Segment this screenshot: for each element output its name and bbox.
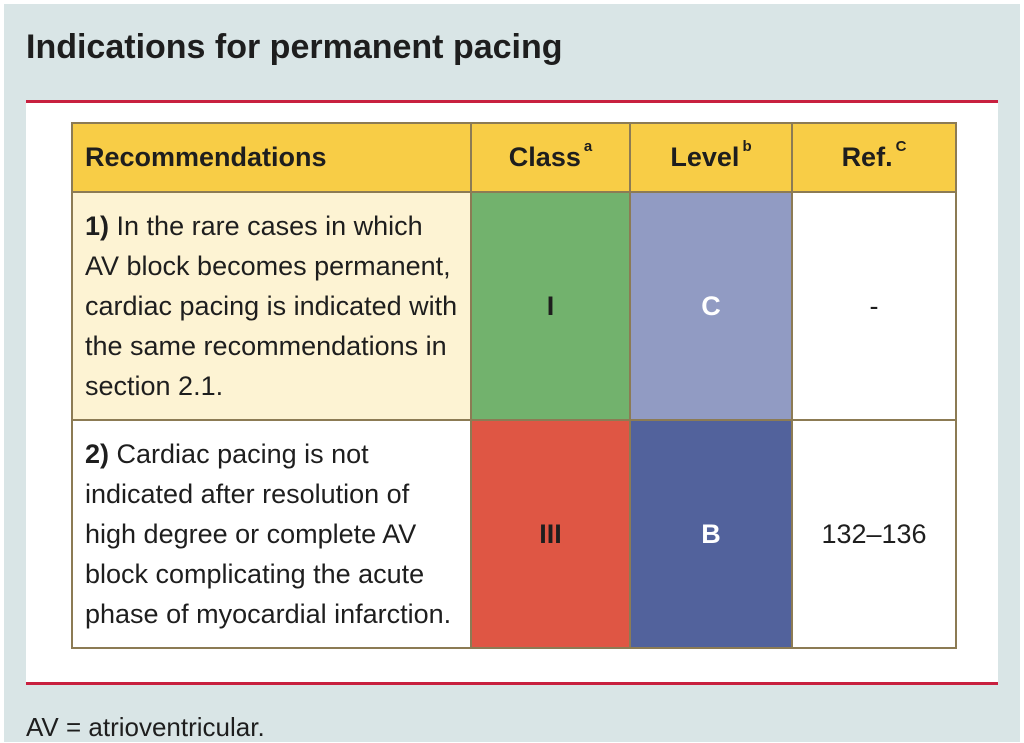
bottom-divider xyxy=(26,682,998,685)
header-ref-label: Ref. xyxy=(841,142,893,172)
ref-cell: 132–136 xyxy=(792,420,956,648)
recommendation-line: AV block becomes permanent, xyxy=(85,251,451,281)
recommendation-number: 2) xyxy=(85,439,110,469)
recommendation-cell xyxy=(72,420,471,648)
header-class-footnote-mark: a xyxy=(583,138,593,155)
level-cell: C xyxy=(630,192,792,420)
class-cell: III xyxy=(471,420,630,648)
table-header-row xyxy=(72,123,956,192)
recommendation-line: indicated after resolution of xyxy=(85,479,410,509)
header-level-label: Level xyxy=(670,142,740,172)
page-title: Indications for permanent pacing xyxy=(26,28,563,66)
recommendation-line: cardiac pacing is indicated with xyxy=(85,291,458,321)
recommendation-line: high degree or complete AV xyxy=(85,519,417,549)
header-level-footnote-mark: b xyxy=(742,138,752,155)
recommendation-cell xyxy=(72,192,471,420)
header-recommendations-label: Recommendations xyxy=(85,142,327,172)
table-row xyxy=(72,420,956,648)
recommendations-table xyxy=(71,122,957,649)
footnote: AV = atrioventricular. xyxy=(26,712,265,742)
recommendation-line: phase of myocardial infarction. xyxy=(85,599,452,629)
header-ref-footnote-mark: C xyxy=(895,138,907,155)
recommendation-line: Cardiac pacing is not xyxy=(116,439,369,469)
ref-cell: - xyxy=(792,192,956,420)
header-class xyxy=(471,123,630,192)
class-cell: I xyxy=(471,192,630,420)
recommendation-line: the same recommendations in xyxy=(85,331,447,361)
header-class-label: Class xyxy=(508,142,581,172)
level-cell: B xyxy=(630,420,792,648)
header-recommendations xyxy=(72,123,471,192)
header-ref xyxy=(792,123,956,192)
recommendation-line: block complicating the acute xyxy=(85,559,425,589)
recommendation-line: In the rare cases in which xyxy=(116,211,423,241)
recommendation-number: 1) xyxy=(85,211,110,241)
recommendation-line: section 2.1. xyxy=(85,371,224,401)
header-level xyxy=(630,123,792,192)
table-row xyxy=(72,192,956,420)
